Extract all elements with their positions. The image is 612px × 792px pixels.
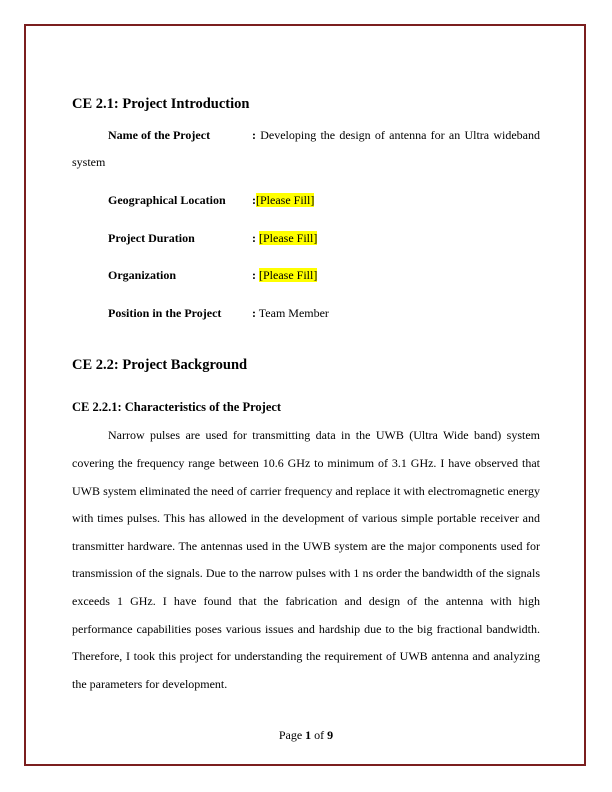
field-label-project-name: Name of the Project [108, 128, 211, 142]
paragraph-line: exceeds 1 GHz. I have found that the fabrication and design of the antenna with high [72, 594, 540, 608]
field-value-text: Developing the design of antenna for an Ultra wideband [260, 128, 540, 142]
field-separator: : [252, 306, 256, 320]
paragraph-line: Narrow pulses are used for transmitting data in the UWB (Ultra Wide band) system [108, 428, 540, 442]
field-value-geographical-location [252, 193, 314, 208]
field-value-project-name [252, 128, 540, 143]
field-label-organization: Organization [108, 268, 176, 282]
page-number-footer [0, 728, 612, 743]
field-label-geographical-location: Geographical Location [108, 193, 226, 207]
placeholder-highlight: [Please Fill] [256, 193, 315, 207]
field-separator: : [252, 231, 256, 245]
field-value-position [252, 306, 329, 321]
paragraph-line: the parameters for development. [72, 677, 228, 691]
field-label-position: Position in the Project [108, 306, 222, 320]
field-separator: : [252, 128, 256, 142]
footer-total-pages: 9 [327, 728, 334, 742]
paragraph-line: transmitter hardware. The antennas used in the UWB system are the major components used for [72, 539, 540, 553]
field-label-project-duration: Project Duration [108, 231, 195, 245]
paragraph-line: UWB system eliminated the need of carrier frequency and replace it with electromagnetic energy [72, 484, 540, 498]
footer-page-word: Page [278, 728, 303, 742]
field-value-organization [252, 268, 317, 283]
field-separator: : [252, 268, 256, 282]
field-separator: : [252, 193, 256, 207]
paragraph-line: with times pulses. This has allowed in the development of various simple portable receiver and [72, 511, 540, 525]
footer-of-word: of [314, 728, 325, 742]
section-heading-introduction: CE 2.1: Project Introduction [72, 96, 250, 112]
field-value-text: Team Member [258, 306, 329, 320]
subsection-heading-characteristics: CE 2.2.1: Characteristics of the Project [72, 400, 282, 414]
field-value-project-name-continued: system [72, 155, 106, 169]
placeholder-highlight: [Please Fill] [259, 268, 318, 282]
footer-current-page: 1 [305, 728, 312, 742]
section-heading-background: CE 2.2: Project Background [72, 357, 248, 373]
paragraph-line: performance capabilities poses various issues and hardship due to the big fractional bandwidth. [72, 622, 540, 636]
placeholder-highlight: [Please Fill] [259, 231, 318, 245]
paragraph-line: transmission of the signals. Due to the narrow pulses with 1 ns order the bandwidth of the signals [72, 566, 540, 580]
field-value-project-duration [252, 231, 317, 246]
paragraph-line: covering the frequency range between 10.6 GHz to minimum of 3.1 GHz. I have observed that [72, 456, 540, 470]
paragraph-line: Therefore, I took this project for understanding the requirement of UWB antenna and analyzing [72, 649, 540, 663]
